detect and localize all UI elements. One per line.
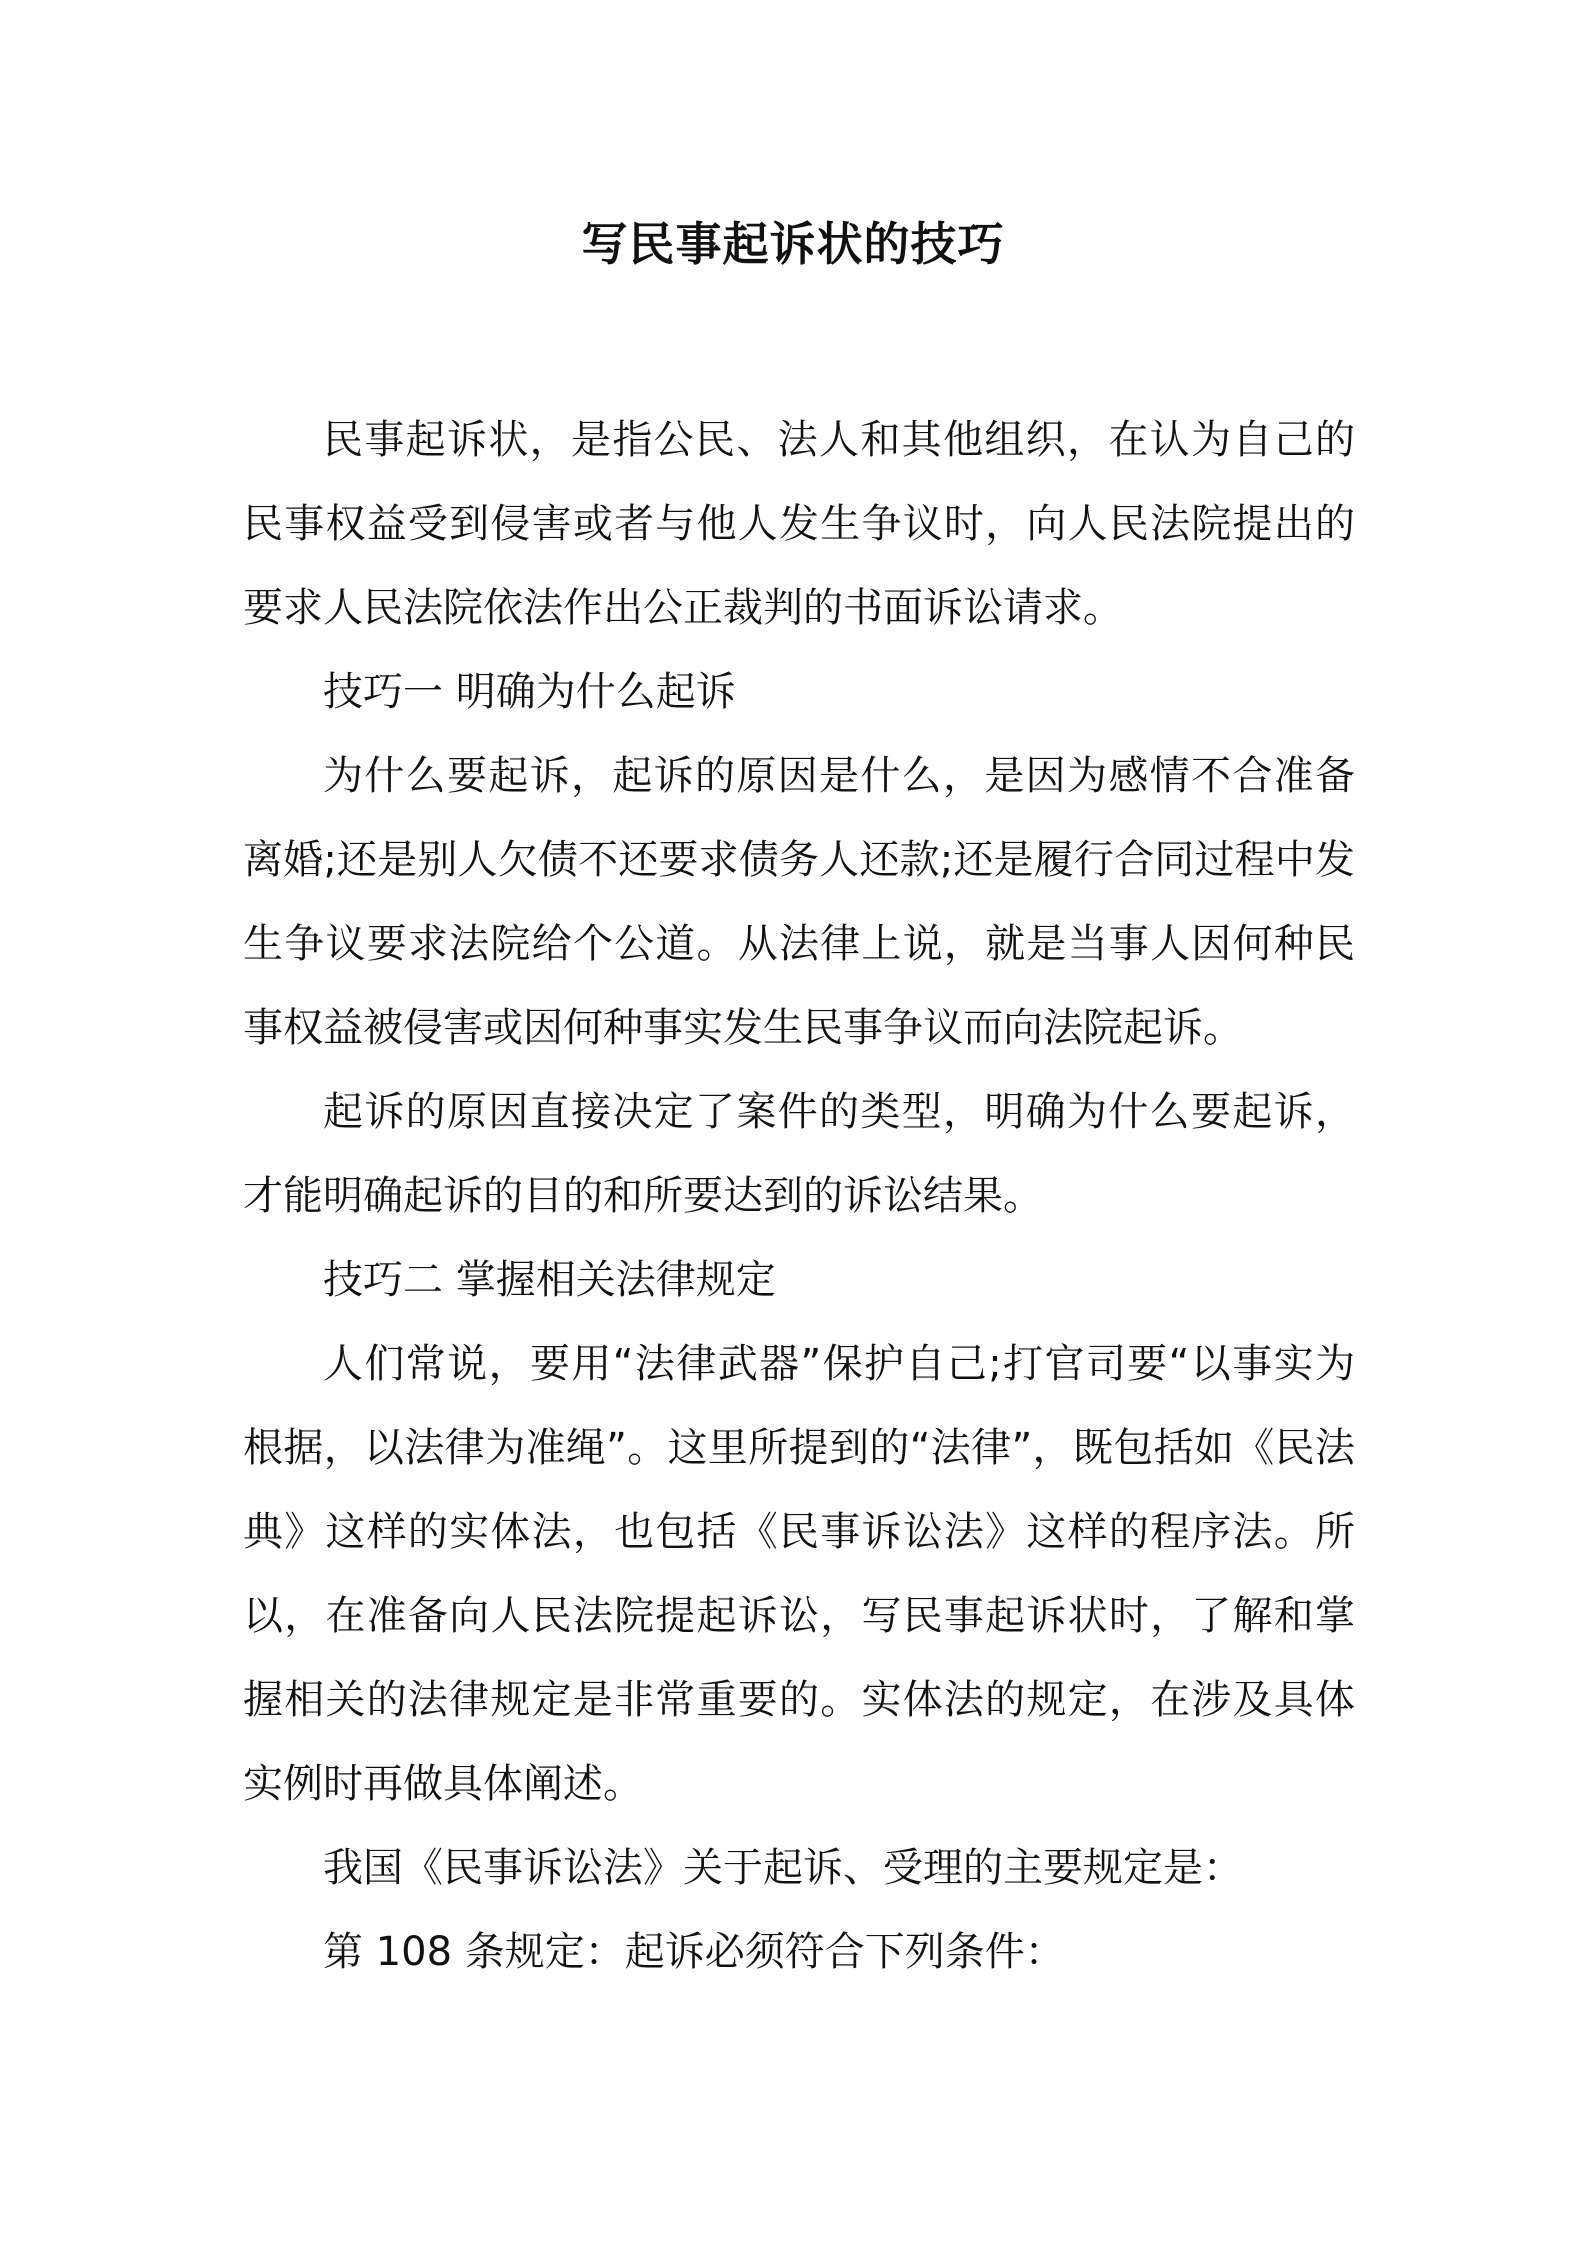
document-title: 写民事起诉状的技巧 <box>581 217 1005 271</box>
paragraph-article-108: 第 108 条规定：起诉必须符合下列条件： <box>323 1929 1065 1975</box>
section-heading-tip-2: 技巧二 掌握相关法律规定 <box>323 1257 776 1303</box>
section-heading-tip-1: 技巧一 明确为什么起诉 <box>323 669 736 715</box>
paragraph-tip-1-purpose: 起诉的原因直接决定了案件的类型，明确为什么要起诉，才能明确起诉的目的和所要达到的诉讼结果。 <box>243 1089 1355 1219</box>
paragraph-tip-2-law: 人们常说，要用“法律武器”保护自己;打官司要“以事实为根据，以法律为准绳”。这里所提到的“法律”，既包括如《民法典》这样的实体法，也包括《民事诉讼法》这样的程序法。所以，在准备向人民法院提起诉讼，写民事起诉状时，了解和掌握相关的法律规定是非常重要的。实体法的规定，在涉及具体实例时再做具体阐述。 <box>243 1341 1355 1807</box>
paragraph-civil-procedure-intro: 我国《民事诉讼法》关于起诉、受理的主要规定是： <box>323 1845 1243 1891</box>
paragraph-definition: 民事起诉状，是指公民、法人和其他组织，在认为自己的民事权益受到侵害或者与他人发生争议时，向人民法院提出的要求人民法院依法作出公正裁判的书面诉讼请求。 <box>243 417 1355 631</box>
document-body <box>243 398 1355 1994</box>
paragraph-tip-1-reason: 为什么要起诉，起诉的原因是什么，是因为感情不合准备离婚;还是别人欠债不还要求债务人还款;还是履行合同过程中发生争议要求法院给个公道。从法律上说，就是当事人因何种民事权益被侵害或因何种事实发生民事争议而向法院起诉。 <box>243 753 1355 1051</box>
